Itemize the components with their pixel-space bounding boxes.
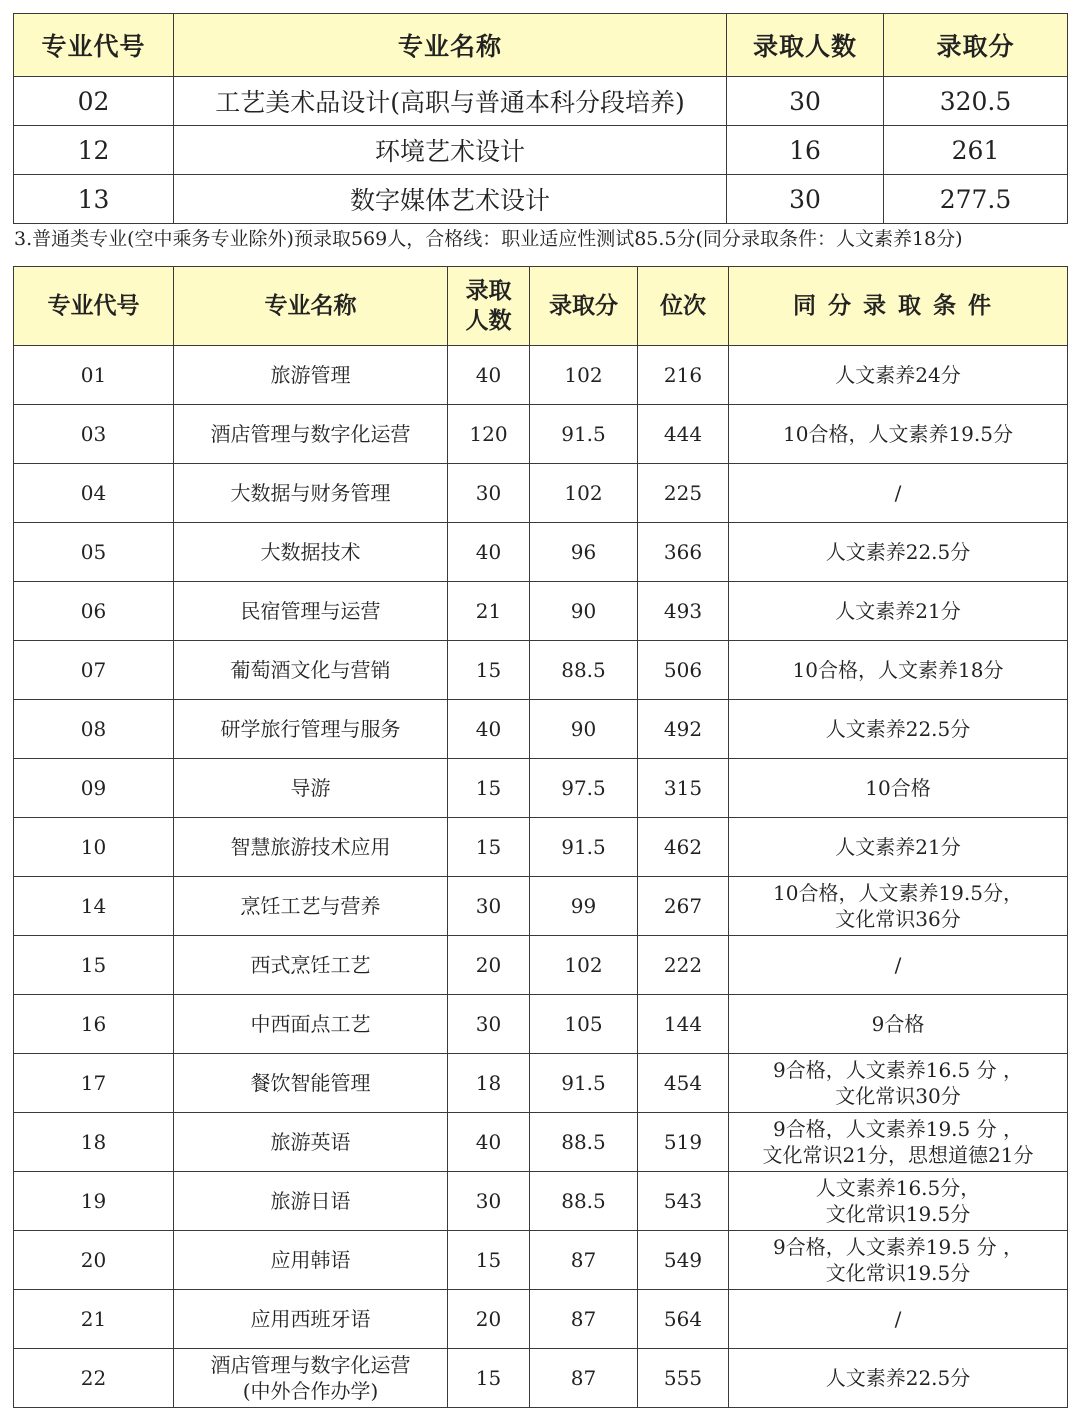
cell-name-line1: 导游 xyxy=(290,776,331,800)
cell-count: 15 xyxy=(448,759,530,818)
cell-condition xyxy=(729,582,1068,641)
cell-name-line1: 餐饮智能管理 xyxy=(250,1071,371,1095)
cell-name-line1: 应用西班牙语 xyxy=(250,1307,371,1331)
table-row xyxy=(14,877,1068,936)
cell-condition-line1: 10合格，人文素养19.5分， xyxy=(773,881,1023,905)
table-header-row xyxy=(14,14,1068,77)
table-row xyxy=(14,1172,1068,1231)
cell-condition xyxy=(729,1349,1068,1408)
cell-count: 30 xyxy=(727,77,884,126)
cell-code: 15 xyxy=(14,936,174,995)
cell-name xyxy=(174,582,448,641)
cell-name-line1: 烹饪工艺与营养 xyxy=(240,894,381,918)
cell-condition-line2: 文化常识30分 xyxy=(835,1084,961,1108)
cell-code: 12 xyxy=(14,126,174,175)
table-row xyxy=(14,759,1068,818)
table-row xyxy=(14,405,1068,464)
cell-name-line1: 研学旅行管理与服务 xyxy=(220,717,401,741)
cell-code: 10 xyxy=(14,818,174,877)
cell-name: 数字媒体艺术设计 xyxy=(174,175,727,224)
cell-count: 20 xyxy=(448,936,530,995)
cell-score: 91.5 xyxy=(530,1054,638,1113)
cell-count: 30 xyxy=(448,877,530,936)
cell-name xyxy=(174,1290,448,1349)
cell-name-line1: 大数据与财务管理 xyxy=(230,481,391,505)
cell-code: 20 xyxy=(14,1231,174,1290)
header-count-line1: 录取 xyxy=(465,278,512,304)
header-rank: 位次 xyxy=(638,267,729,346)
cell-code: 16 xyxy=(14,995,174,1054)
cell-condition-line1: 9合格，人文素养19.5 分 ， xyxy=(773,1235,1023,1259)
cell-condition-line1: / xyxy=(894,953,902,977)
cell-name-line1: 酒店管理与数字化运营 xyxy=(210,1353,411,1377)
header-score: 录取分 xyxy=(884,14,1068,77)
cell-condition-line1: 人文素养22.5分 xyxy=(825,540,971,564)
cell-rank: 519 xyxy=(638,1113,729,1172)
header-count xyxy=(448,267,530,346)
cell-condition xyxy=(729,346,1068,405)
cell-rank: 366 xyxy=(638,523,729,582)
cell-name xyxy=(174,936,448,995)
cell-name xyxy=(174,877,448,936)
cell-score: 97.5 xyxy=(530,759,638,818)
header-count-line2: 人数 xyxy=(465,308,512,334)
cell-rank: 222 xyxy=(638,936,729,995)
cell-score: 91.5 xyxy=(530,818,638,877)
cell-score: 91.5 xyxy=(530,405,638,464)
cell-count: 20 xyxy=(448,1290,530,1349)
cell-name xyxy=(174,818,448,877)
table-row xyxy=(14,1290,1068,1349)
cell-condition xyxy=(729,877,1068,936)
cell-score: 105 xyxy=(530,995,638,1054)
cell-score: 99 xyxy=(530,877,638,936)
cell-condition xyxy=(729,995,1068,1054)
cell-score: 261 xyxy=(884,126,1068,175)
table-row xyxy=(14,346,1068,405)
cell-count: 16 xyxy=(727,126,884,175)
cell-score: 102 xyxy=(530,464,638,523)
cell-name-line1: 旅游英语 xyxy=(270,1130,351,1154)
cell-code: 02 xyxy=(14,77,174,126)
cell-name xyxy=(174,523,448,582)
cell-name-line1: 应用韩语 xyxy=(270,1248,351,1272)
cell-name xyxy=(174,700,448,759)
cell-condition-line1: 人文素养21分 xyxy=(835,599,961,623)
cell-condition xyxy=(729,1054,1068,1113)
table-row xyxy=(14,1054,1068,1113)
cell-name xyxy=(174,405,448,464)
cell-rank: 225 xyxy=(638,464,729,523)
cell-condition-line1: 9合格，人文素养16.5 分 ， xyxy=(773,1058,1023,1082)
cell-condition-line1: 人文素养16.5分， xyxy=(815,1176,981,1200)
cell-code: 08 xyxy=(14,700,174,759)
cell-condition-line1: / xyxy=(894,1307,902,1331)
cell-score: 90 xyxy=(530,700,638,759)
cell-count: 30 xyxy=(448,1172,530,1231)
cell-rank: 216 xyxy=(638,346,729,405)
cell-count: 30 xyxy=(727,175,884,224)
cell-score: 87 xyxy=(530,1349,638,1408)
cell-name-line1: 旅游管理 xyxy=(270,363,351,387)
cell-code: 14 xyxy=(14,877,174,936)
cell-score: 88.5 xyxy=(530,641,638,700)
cell-name-line1: 大数据技术 xyxy=(260,540,361,564)
cell-count: 40 xyxy=(448,1113,530,1172)
cell-count: 30 xyxy=(448,995,530,1054)
cell-code: 18 xyxy=(14,1113,174,1172)
cell-code: 09 xyxy=(14,759,174,818)
cell-condition-line1: 人文素养22.5分 xyxy=(825,717,971,741)
cell-rank: 267 xyxy=(638,877,729,936)
table-row xyxy=(14,77,1068,126)
cell-code: 01 xyxy=(14,346,174,405)
table-row xyxy=(14,936,1068,995)
cell-rank: 144 xyxy=(638,995,729,1054)
cell-score: 102 xyxy=(530,346,638,405)
cell-count: 40 xyxy=(448,346,530,405)
cell-rank: 454 xyxy=(638,1054,729,1113)
cell-name: 环境艺术设计 xyxy=(174,126,727,175)
cell-name xyxy=(174,1054,448,1113)
header-score: 录取分 xyxy=(530,267,638,346)
cell-count: 15 xyxy=(448,641,530,700)
cell-name-line1: 智慧旅游技术应用 xyxy=(230,835,391,859)
cell-condition-line1: / xyxy=(894,481,902,505)
cell-rank: 492 xyxy=(638,700,729,759)
table-header-row xyxy=(14,267,1068,346)
cell-condition-line2: 文化常识19.5分 xyxy=(825,1261,971,1285)
table-row xyxy=(14,641,1068,700)
cell-code: 17 xyxy=(14,1054,174,1113)
header-name: 专业名称 xyxy=(174,267,448,346)
cell-condition-line2: 文化常识21分，思想道德21分 xyxy=(762,1143,1034,1167)
cell-count: 15 xyxy=(448,818,530,877)
cell-condition-line2: 文化常识36分 xyxy=(835,907,961,931)
cell-name xyxy=(174,1172,448,1231)
cell-rank: 506 xyxy=(638,641,729,700)
table-row xyxy=(14,126,1068,175)
cell-condition-line1: 10合格，人文素养18分 xyxy=(792,658,1004,682)
cell-score: 88.5 xyxy=(530,1172,638,1231)
cell-condition-line2: 文化常识19.5分 xyxy=(825,1202,971,1226)
table-row xyxy=(14,818,1068,877)
cell-count: 40 xyxy=(448,700,530,759)
cell-name-line1: 民宿管理与运营 xyxy=(240,599,381,623)
header-code: 专业代号 xyxy=(14,14,174,77)
cell-code: 19 xyxy=(14,1172,174,1231)
cell-condition xyxy=(729,700,1068,759)
cell-code: 22 xyxy=(14,1349,174,1408)
cell-score: 96 xyxy=(530,523,638,582)
cell-name-line1: 酒店管理与数字化运营 xyxy=(210,422,411,446)
cell-condition xyxy=(729,759,1068,818)
table-row xyxy=(14,700,1068,759)
cell-condition xyxy=(729,464,1068,523)
cell-rank: 444 xyxy=(638,405,729,464)
cell-name-line1: 中西面点工艺 xyxy=(250,1012,371,1036)
table-row xyxy=(14,175,1068,224)
cell-condition xyxy=(729,1231,1068,1290)
cell-rank: 549 xyxy=(638,1231,729,1290)
cell-rank: 555 xyxy=(638,1349,729,1408)
cell-score: 87 xyxy=(530,1231,638,1290)
cell-score: 90 xyxy=(530,582,638,641)
cell-code: 03 xyxy=(14,405,174,464)
cell-rank: 493 xyxy=(638,582,729,641)
cell-rank: 564 xyxy=(638,1290,729,1349)
cell-code: 05 xyxy=(14,523,174,582)
cell-name xyxy=(174,346,448,405)
table-row xyxy=(14,1113,1068,1172)
cell-rank: 543 xyxy=(638,1172,729,1231)
cell-name xyxy=(174,1349,448,1408)
header-count: 录取人数 xyxy=(727,14,884,77)
cell-condition-line1: 9合格，人文素养19.5 分 ， xyxy=(773,1117,1023,1141)
cell-condition-line1: 10合格，人文素养19.5分 xyxy=(783,422,1013,446)
art-majors-table xyxy=(13,13,1068,224)
table-row xyxy=(14,523,1068,582)
cell-condition xyxy=(729,936,1068,995)
general-majors-table xyxy=(13,266,1068,1408)
cell-score: 102 xyxy=(530,936,638,995)
cell-name-line1: 西式烹饪工艺 xyxy=(250,953,371,977)
cell-name-line1: 葡萄酒文化与营销 xyxy=(230,658,391,682)
cell-code: 21 xyxy=(14,1290,174,1349)
table-row xyxy=(14,995,1068,1054)
cell-condition-line1: 人文素养22.5分 xyxy=(825,1366,971,1390)
cell-condition xyxy=(729,1290,1068,1349)
cell-rank: 462 xyxy=(638,818,729,877)
cell-condition-line1: 10合格 xyxy=(865,776,931,800)
cell-condition xyxy=(729,641,1068,700)
cell-count: 18 xyxy=(448,1054,530,1113)
cell-name xyxy=(174,464,448,523)
admission-note: 3.普通类专业(空中乘务专业除外)预录取569人，合格线：职业适应性测试85.5分(同分录取条件：人文素养18分) xyxy=(14,228,963,250)
table-row xyxy=(14,1231,1068,1290)
cell-code: 04 xyxy=(14,464,174,523)
header-condition: 同分录取条件 xyxy=(729,267,1068,346)
cell-name xyxy=(174,759,448,818)
cell-name-line1: 旅游日语 xyxy=(270,1189,351,1213)
cell-condition xyxy=(729,1172,1068,1231)
table-body xyxy=(14,77,1068,224)
cell-code: 06 xyxy=(14,582,174,641)
cell-name-line2: (中外合作办学) xyxy=(242,1379,379,1403)
cell-count: 15 xyxy=(448,1349,530,1408)
table-row xyxy=(14,464,1068,523)
cell-condition-line1: 人文素养21分 xyxy=(835,835,961,859)
cell-score: 87 xyxy=(530,1290,638,1349)
cell-condition-line1: 9合格 xyxy=(871,1012,925,1036)
cell-name xyxy=(174,995,448,1054)
cell-count: 120 xyxy=(448,405,530,464)
cell-count: 40 xyxy=(448,523,530,582)
cell-code: 07 xyxy=(14,641,174,700)
cell-name: 工艺美术品设计(高职与普通本科分段培养) xyxy=(174,77,727,126)
cell-score: 277.5 xyxy=(884,175,1068,224)
cell-condition-line1: 人文素养24分 xyxy=(835,363,961,387)
cell-condition xyxy=(729,818,1068,877)
cell-count: 30 xyxy=(448,464,530,523)
cell-score: 88.5 xyxy=(530,1113,638,1172)
cell-condition xyxy=(729,405,1068,464)
header-code: 专业代号 xyxy=(14,267,174,346)
table-row xyxy=(14,582,1068,641)
cell-condition xyxy=(729,523,1068,582)
table-row xyxy=(14,1349,1068,1408)
cell-count: 21 xyxy=(448,582,530,641)
cell-name xyxy=(174,1231,448,1290)
header-name: 专业名称 xyxy=(174,14,727,77)
cell-name xyxy=(174,641,448,700)
cell-condition xyxy=(729,1113,1068,1172)
cell-count: 15 xyxy=(448,1231,530,1290)
cell-code: 13 xyxy=(14,175,174,224)
cell-name xyxy=(174,1113,448,1172)
table-body xyxy=(14,346,1068,1408)
cell-score: 320.5 xyxy=(884,77,1068,126)
cell-rank: 315 xyxy=(638,759,729,818)
